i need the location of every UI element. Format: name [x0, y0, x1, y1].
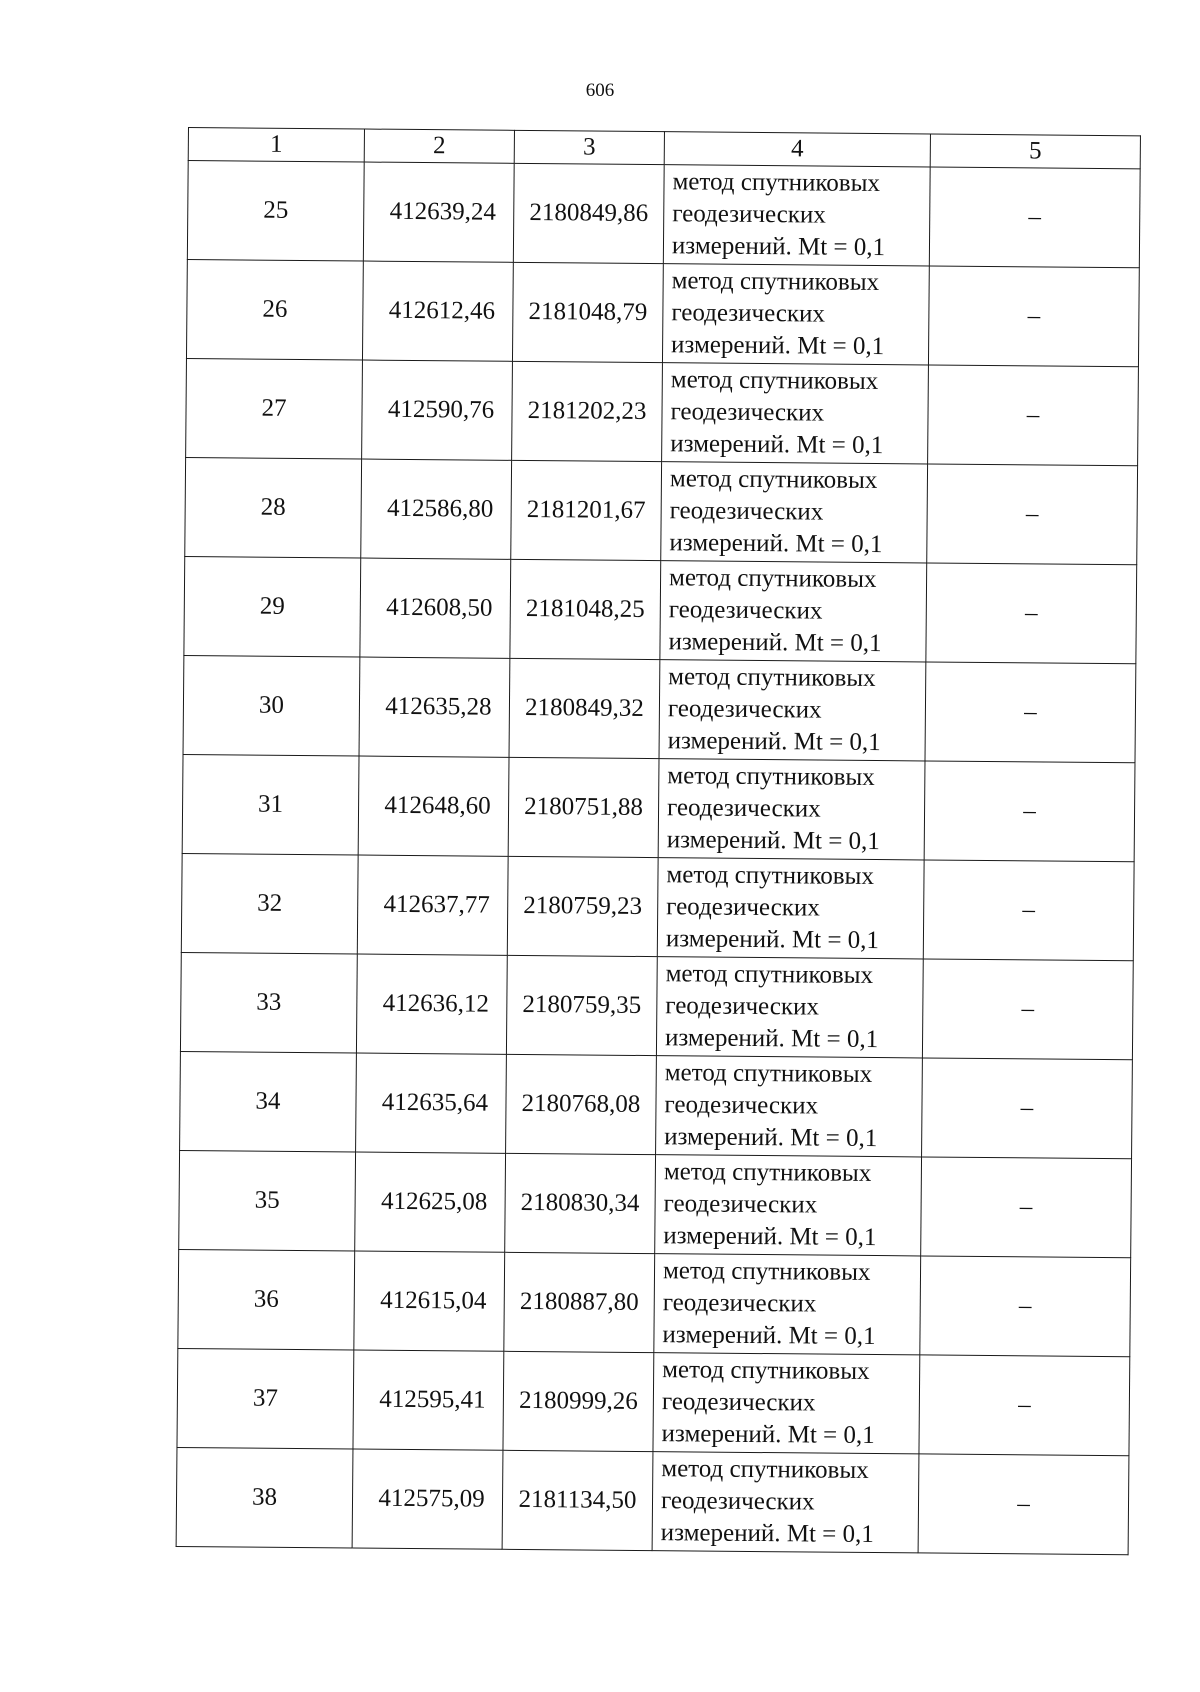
x-coordinate-cell: 412608,50: [360, 558, 511, 658]
table-row: [180, 952, 1133, 1059]
x-coordinate-cell: 412648,60: [358, 756, 509, 856]
method-text-line: метод спутниковых: [666, 861, 875, 891]
method-cell: [660, 561, 927, 662]
x-coordinate-cell: 412637,77: [357, 855, 508, 955]
method-text-line: геодезических: [664, 1091, 819, 1120]
method-text-line: геодезических: [671, 299, 826, 328]
method-cell: [656, 957, 923, 1058]
method-text-line: метод спутниковых: [670, 366, 879, 396]
method-text-line: метод спутниковых: [671, 267, 880, 297]
method-text-line: измерений. Mt = 0,1: [662, 1321, 876, 1351]
point-number-cell: 26: [186, 259, 363, 360]
note-cell: –: [919, 1355, 1130, 1456]
method-cell: [659, 660, 926, 761]
method-text-line: метод спутниковых: [668, 663, 876, 693]
x-coordinate-cell: 412639,24: [363, 162, 514, 262]
note-cell: –: [929, 167, 1140, 268]
method-text-line: геодезических: [661, 1388, 816, 1417]
table-body: [176, 161, 1140, 1555]
y-coordinate-cell: 2181201,67: [511, 460, 662, 560]
method-text-line: измерений. Mt = 0,1: [663, 1222, 877, 1252]
table-row: [177, 1348, 1130, 1455]
table-row: [178, 1249, 1131, 1356]
method-text-line: измерений. Mt = 0,1: [671, 331, 885, 361]
x-coordinate-cell: 412636,12: [356, 954, 507, 1054]
coordinates-table: [176, 127, 1141, 1555]
x-coordinate-cell: 412575,09: [352, 1449, 503, 1549]
method-text-line: метод спутниковых: [669, 465, 878, 495]
point-number-cell: 30: [183, 655, 360, 756]
column-header: 4: [664, 132, 930, 167]
method-cell: [654, 1254, 921, 1355]
method-text-line: геодезических: [660, 1487, 815, 1516]
method-text-line: геодезических: [665, 992, 820, 1021]
method-text-line: геодезических: [667, 695, 822, 724]
note-cell: –: [922, 1058, 1133, 1159]
method-cell: [657, 858, 924, 959]
method-text-line: геодезических: [666, 794, 821, 823]
note-cell: –: [928, 365, 1139, 466]
point-number-cell: 37: [177, 1348, 354, 1449]
method-cell: [655, 1155, 922, 1256]
table-row: [182, 754, 1135, 861]
y-coordinate-cell: 2180887,80: [504, 1252, 655, 1352]
table-row: [186, 358, 1139, 465]
y-coordinate-cell: 2181048,25: [510, 559, 661, 659]
table-row: [184, 556, 1137, 663]
point-number-cell: 31: [182, 754, 359, 855]
method-text-line: измерений. Mt = 0,1: [664, 1024, 879, 1054]
y-coordinate-cell: 2180751,88: [508, 757, 659, 857]
table-row: [186, 259, 1139, 366]
note-cell: –: [926, 563, 1137, 664]
x-coordinate-cell: 412586,80: [361, 459, 512, 559]
y-coordinate-cell: 2180849,32: [509, 658, 660, 758]
method-text-line: метод спутниковых: [668, 564, 877, 594]
method-text-line: метод спутниковых: [665, 960, 874, 990]
table-row: [179, 1150, 1132, 1257]
note-cell: –: [924, 761, 1135, 862]
y-coordinate-cell: 2181048,79: [512, 262, 663, 362]
method-text-line: измерений. Mt = 0,1: [664, 1123, 878, 1153]
method-cell: [662, 363, 929, 464]
table-row: [187, 161, 1140, 268]
note-cell: –: [927, 464, 1138, 565]
method-text-line: геодезических: [663, 1190, 818, 1219]
point-number-cell: 28: [185, 457, 362, 558]
method-text-line: геодезических: [669, 497, 824, 526]
method-cell: [652, 1452, 919, 1553]
table-row: [183, 655, 1136, 762]
method-text-line: измерений. Mt = 0,1: [671, 232, 886, 262]
x-coordinate-cell: 412612,46: [362, 261, 513, 361]
method-text-line: измерений. Mt = 0,1: [661, 1420, 875, 1450]
method-text-line: измерений. Mt = 0,1: [669, 529, 883, 559]
note-cell: –: [923, 860, 1134, 961]
x-coordinate-cell: 412625,08: [355, 1152, 506, 1252]
y-coordinate-cell: 2181134,50: [502, 1450, 653, 1550]
note-cell: –: [928, 266, 1139, 367]
x-coordinate-cell: 412590,76: [362, 360, 513, 460]
column-header: 1: [188, 128, 364, 163]
x-coordinate-cell: 412615,04: [354, 1251, 505, 1351]
method-text-line: измерений. Mt = 0,1: [667, 727, 881, 757]
x-coordinate-cell: 412595,41: [353, 1350, 504, 1450]
method-text-line: измерений. Mt = 0,1: [670, 430, 884, 460]
method-cell: [663, 165, 930, 266]
x-coordinate-cell: 412635,28: [359, 657, 510, 757]
method-text-line: геодезических: [666, 893, 820, 922]
point-number-cell: 38: [176, 1447, 353, 1548]
y-coordinate-cell: 2180999,26: [503, 1351, 654, 1451]
y-coordinate-cell: 2181202,23: [512, 361, 663, 461]
method-text-line: измерений. Mt = 0,1: [665, 925, 880, 955]
method-text-line: метод спутниковых: [662, 1257, 871, 1286]
method-text-line: измерений. Mt = 0,1: [660, 1519, 874, 1549]
point-number-cell: 25: [187, 161, 364, 262]
method-text-line: метод спутниковых: [672, 168, 881, 198]
point-number-cell: 29: [184, 556, 361, 657]
method-text-line: метод спутниковых: [664, 1059, 873, 1089]
column-header: 5: [930, 134, 1140, 169]
table-row: [181, 853, 1134, 960]
point-number-cell: 27: [186, 358, 363, 459]
method-text-line: геодезических: [670, 398, 825, 427]
y-coordinate-cell: 2180768,08: [506, 1054, 657, 1154]
note-cell: –: [918, 1454, 1129, 1555]
point-number-cell: 35: [179, 1150, 356, 1251]
method-cell: [661, 462, 928, 563]
method-text-line: измерений. Mt = 0,1: [668, 628, 882, 658]
point-number-cell: 33: [180, 952, 357, 1053]
column-header: 2: [364, 129, 514, 163]
method-cell: [658, 759, 925, 860]
method-cell: [656, 1056, 923, 1157]
note-cell: –: [920, 1256, 1131, 1357]
point-number-cell: 32: [181, 853, 358, 954]
method-cell: [653, 1353, 920, 1454]
note-cell: –: [925, 662, 1136, 763]
note-cell: –: [922, 959, 1133, 1060]
point-number-cell: 36: [178, 1249, 355, 1350]
note-cell: –: [921, 1157, 1132, 1258]
method-text-line: геодезических: [662, 1289, 817, 1318]
y-coordinate-cell: 2180830,34: [505, 1153, 656, 1253]
method-text-line: геодезических: [668, 596, 823, 625]
table-row: [185, 457, 1138, 564]
column-header: 3: [514, 130, 664, 164]
method-cell: [662, 264, 929, 365]
table-row: [176, 1447, 1129, 1554]
method-text-line: метод спутниковых: [667, 762, 875, 792]
method-text-line: измерений. Mt = 0,1: [666, 826, 880, 856]
method-text-line: метод спутниковых: [662, 1356, 870, 1385]
table-row: [180, 1051, 1133, 1158]
x-coordinate-cell: 412635,64: [356, 1053, 507, 1153]
y-coordinate-cell: 2180759,23: [507, 856, 658, 956]
method-text-line: геодезических: [672, 200, 826, 229]
method-text-line: метод спутниковых: [663, 1158, 872, 1188]
point-number-cell: 34: [180, 1051, 357, 1152]
y-coordinate-cell: 2180759,35: [506, 955, 657, 1055]
y-coordinate-cell: 2180849,86: [513, 163, 664, 263]
method-text-line: метод спутниковых: [661, 1455, 869, 1484]
page-number: 606: [585, 80, 615, 101]
